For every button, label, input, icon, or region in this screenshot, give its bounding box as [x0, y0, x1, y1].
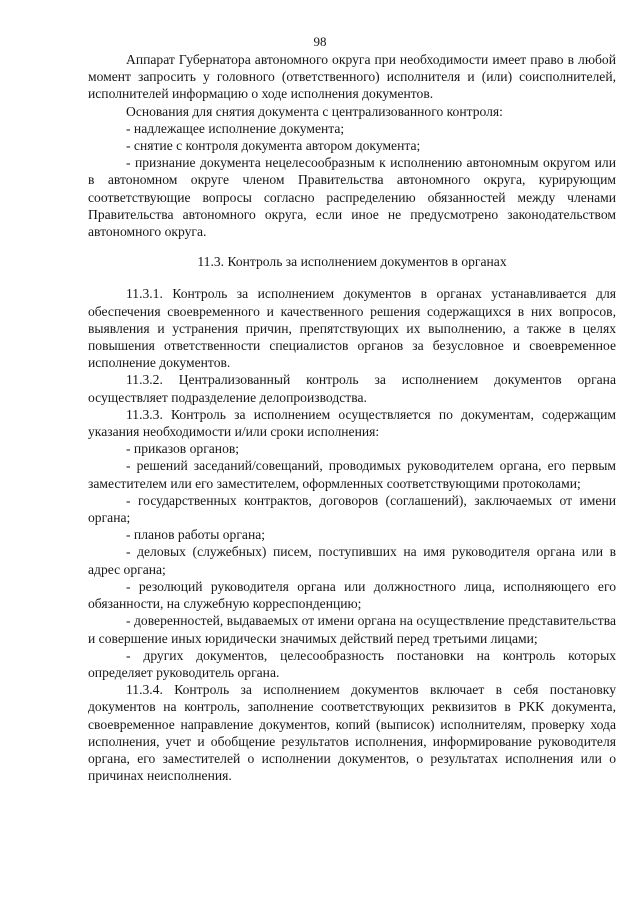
- document-body: [88, 51, 616, 784]
- list-item: - снятие с контроля документа автором документа;: [126, 138, 421, 154]
- list-item: - планов работы органа;: [126, 527, 266, 543]
- list-item: - государственных контрактов, договоров (соглашений), заключаемых от имени органа;: [88, 492, 616, 526]
- list-item: - приказов органов;: [126, 441, 240, 457]
- list-item: - признание документа нецелесообразным к исполнению автономным округом или в автономном округе членом Правительства автономного округа, курирующим соответствующие вопросы согласно распределению обязанностей между членами Правительства автономного округа, если иное не предусмотрено законодательством автономного округа.: [88, 155, 616, 240]
- list-item: - доверенностей, выдаваемых от имени органа на осуществление представительства и совершение иных юридически значимых действий перед третьими лицами;: [88, 613, 616, 646]
- paragraph-11-3-2: 11.3.2. Централизованный контроль за исполнением документов органа осуществляет подразделение делопроизводства.: [88, 372, 616, 405]
- list-item: - решений заседаний/совещаний, проводимых руководителем органа, его первым заместителем или его заместителем, оформленных соответствующими протоколами;: [88, 458, 616, 491]
- paragraph-removal-grounds: Основания для снятия документа с централизованного контроля:: [126, 103, 503, 119]
- list-item: - других документов, целесообразность постановки на контроль которых определяет руководитель органа.: [88, 647, 616, 680]
- paragraph-11-3-4: 11.3.4. Контроль за исполнением документов включает в себя постановку документов на контроль, заполнение соответствующих реквизитов в РКК документа, своевременное направление документов, копий (выписок) исполнителям, проверку хода исполнения, учет и обобщение результатов исполнения, информирование руководителя органа, его заместителей о исполнении документов, о результатах исполнения или о причинах неисполнения.: [88, 682, 616, 784]
- paragraph-request-info: Аппарат Губернатора автономного округа при необходимости имеет право в любой момент запросить у головного (ответственного) исполнителя и (или) соисполнителей, исполнителей информацию о ходе исполнения документов.: [88, 52, 616, 102]
- list-item: - деловых (служебных) писем, поступивших на имя руководителя органа или в адрес органа;: [88, 544, 616, 577]
- paragraph-11-3-3: 11.3.3. Контроль за исполнением осуществляется по документам, содержащим указания необходимости и/или сроки исполнения:: [88, 406, 616, 440]
- page-number: 98: [313, 34, 327, 49]
- list-item: - резолюций руководителя органа или должностного лица, исполняющего его обязанности, на служебную корреспонденцию;: [88, 578, 616, 612]
- section-heading: 11.3. Контроль за исполнением документов в органах: [197, 254, 507, 270]
- paragraph-11-3-1: 11.3.1. Контроль за исполнением документов в органах устанавливается для обеспечения своевременного и качественного решения содержащихся в них вопросов, выявления и устранения причин, препятствующих их выполнению, а также в целях повышения ответственности специалистов органов за безусловное и своевременное исполнение документов.: [88, 286, 616, 371]
- list-item: - надлежащее исполнение документа;: [126, 120, 345, 136]
